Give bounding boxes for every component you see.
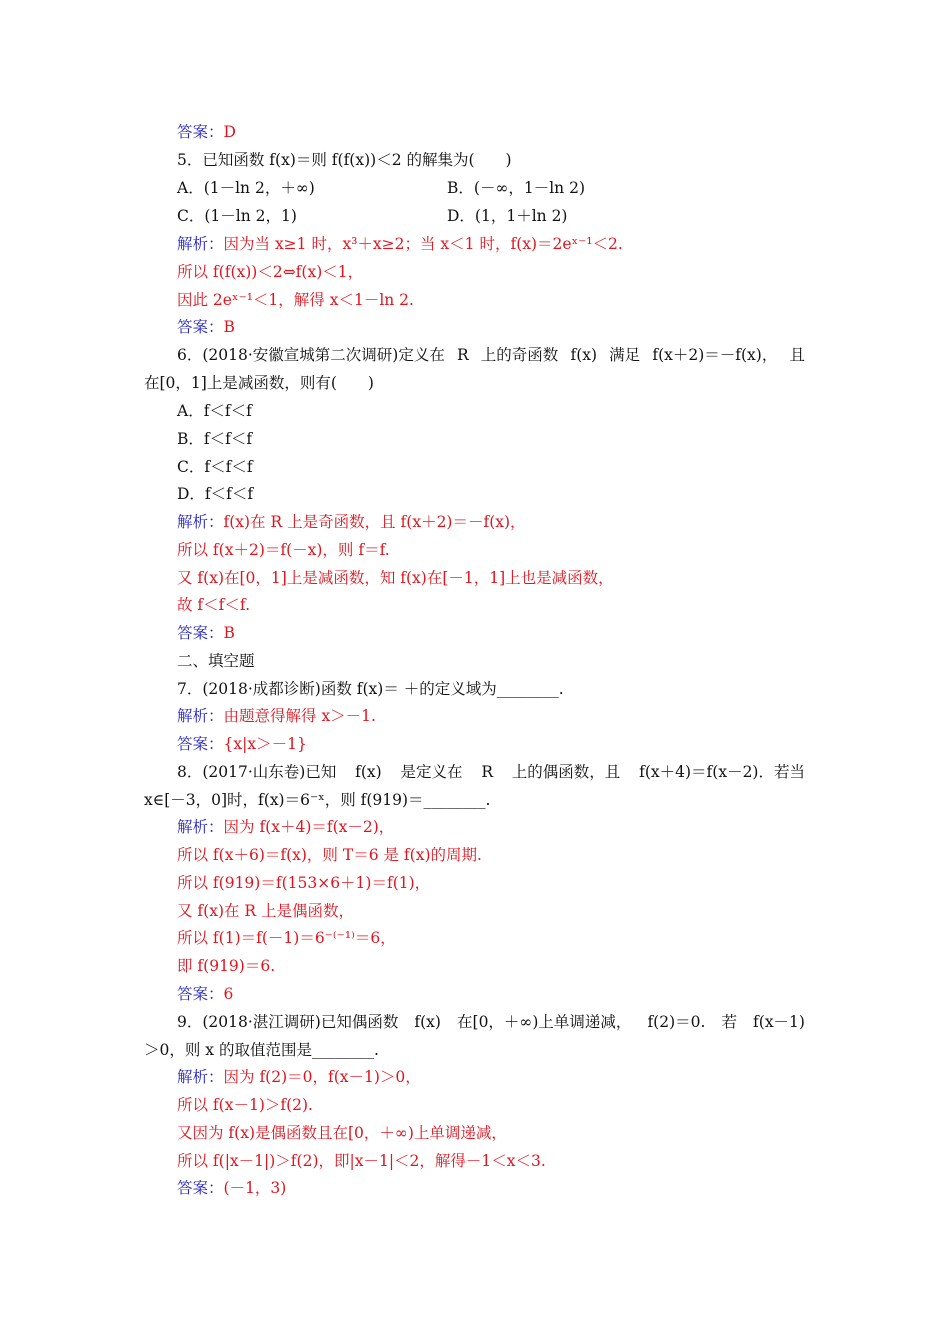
analysis-text: 又 f(x)在 R 上是偶函数， [177,902,355,920]
answer-line [177,984,233,1004]
answer-label: 答案： [177,123,224,141]
answer-label: 答案： [177,985,224,1003]
stem-part: f(x－1) [753,1013,805,1031]
answer-label: 答案： [177,1179,224,1197]
option-d: D．f＜f＜f [177,485,254,503]
stem-part: 9．(2018·湛江调研)已知偶函数 [177,1013,399,1031]
analysis-text: 由题意得解得 x＞－1. [223,707,376,725]
question-8-stem-line1 [177,762,805,782]
analysis-label: 解析： [177,818,224,836]
analysis-line [177,706,376,726]
answer-value: D [223,123,236,141]
analysis-text: 因为 f(2)＝0，f(x－1)＞0， [223,1068,421,1086]
question-6-stem-line2: 在[0，1]上是减函数，则有( ) [144,374,374,392]
option-c: C．f＜f＜f [177,458,253,476]
analysis-line [177,234,623,254]
stem-part: 若 [721,1013,737,1031]
stem-part: 满足 [609,346,641,364]
stem-part: R [481,763,493,781]
stem-part: 是定义在 [400,763,463,781]
stem-part: f(2)＝0. [647,1013,706,1031]
stem-part: f(x＋4)＝f(x－2)．若当 [639,763,805,781]
analysis-line [177,1067,421,1087]
stem-part: 8．(2017·山东卷)已知 [177,763,337,781]
analysis-text: 即 f(919)＝6. [177,957,276,975]
analysis-text: 所以 f(919)＝f(153×6＋1)＝f(1)， [177,874,431,892]
answer-value: B [223,624,235,642]
analysis-line [177,512,526,532]
analysis-line [177,817,394,837]
analysis-text: 又因为 f(x)是偶函数且在[0，＋∞)上单调递减， [177,1124,507,1142]
question-9-stem-line2: ＞0，则 x 的取值范围是________. [144,1041,379,1059]
stem-part: f(x) [570,346,598,364]
answer-line [177,317,235,337]
analysis-text: 所以 f(x＋2)＝f(－x)，则 f＝f. [177,541,390,559]
analysis-text: f(x)在 R 上是奇函数，且 f(x＋2)＝－f(x)， [223,513,526,531]
analysis-text: 所以 f(|x－1|)＞f(2)，即|x－1|＜2，解得－1＜x＜3. [177,1152,546,1170]
analysis-text: 所以 f(x＋6)＝f(x)，则 T＝6 是 f(x)的周期. [177,846,482,864]
answer-value: B [223,318,235,336]
analysis-label: 解析： [177,707,224,725]
answer-line [177,734,307,754]
analysis-text: 所以 f(f(x))＜2⇔f(x)＜1， [177,263,364,281]
question-6-stem-line1 [177,345,805,365]
answer-label: 答案： [177,735,224,753]
option-a: A．(1－ln 2，＋∞) [177,179,315,197]
analysis-label: 解析： [177,513,224,531]
analysis-text: 因为当 x≥1 时，x³＋x≥2；当 x＜1 时，f(x)＝2eˣ⁻¹＜2. [223,235,623,253]
answer-label: 答案： [177,318,224,336]
stem-part: R [456,346,469,364]
answer-line [177,623,235,643]
analysis-text: 因为 f(x＋4)＝f(x－2)， [223,818,395,836]
answer-line [177,1178,286,1198]
analysis-label: 解析： [177,1068,224,1086]
stem-part: 在[0，＋∞)上单调递减， [457,1013,632,1031]
answer-value: {x|x＞－1} [223,735,307,753]
stem-part: 6．(2018·安徽宣城第二次调研)定义在 [177,346,445,364]
answer-label: 答案： [177,624,224,642]
question-8-stem-line2: x∈[－3，0]时，f(x)＝6⁻ˣ，则 f(919)＝________. [144,791,491,809]
question-7-stem: 7．(2018·成都诊断)函数 f(x)＝ ＋的定义域为________. [177,680,564,698]
option-d: D．(1，1＋ln 2) [447,207,568,225]
option-a: A．f＜f＜f [177,402,252,420]
answer-value: 6 [223,985,234,1003]
option-c: C．(1－ln 2，1) [177,207,297,225]
analysis-text: 所以 f(x－1)＞f(2). [177,1096,313,1114]
analysis-text: 因此 2eˣ⁻¹＜1，解得 x＜1－ln 2. [177,291,414,309]
analysis-text: 所以 f(1)＝f(－1)＝6⁻⁽⁻¹⁾＝6， [177,929,396,947]
stem-part: 上的偶函数，且 [511,763,621,781]
section-heading: 二、填空题 [177,652,255,670]
answer-value: (－1，3) [223,1179,287,1197]
option-b: B．f＜f＜f [177,430,253,448]
stem-part: 且 [789,346,805,364]
answer-line [177,122,236,142]
analysis-text: 故 f＜f＜f. [177,596,251,614]
stem-part: f(x) [414,1013,441,1031]
question-9-stem-line1 [177,1012,805,1032]
stem-part: f(x) [355,763,382,781]
option-b: B．(－∞，1－ln 2) [447,179,585,197]
stem-part: 上的奇函数 [480,346,559,364]
analysis-text: 又 f(x)在[0，1]上是减函数，知 f(x)在[－1，1]上也是减函数， [177,569,614,587]
question-5-stem: 5．已知函数 f(x)＝则 f(f(x))＜2 的解集为( ) [177,151,512,169]
stem-part: f(x＋2)＝－f(x)， [652,346,778,364]
analysis-label: 解析： [177,235,224,253]
